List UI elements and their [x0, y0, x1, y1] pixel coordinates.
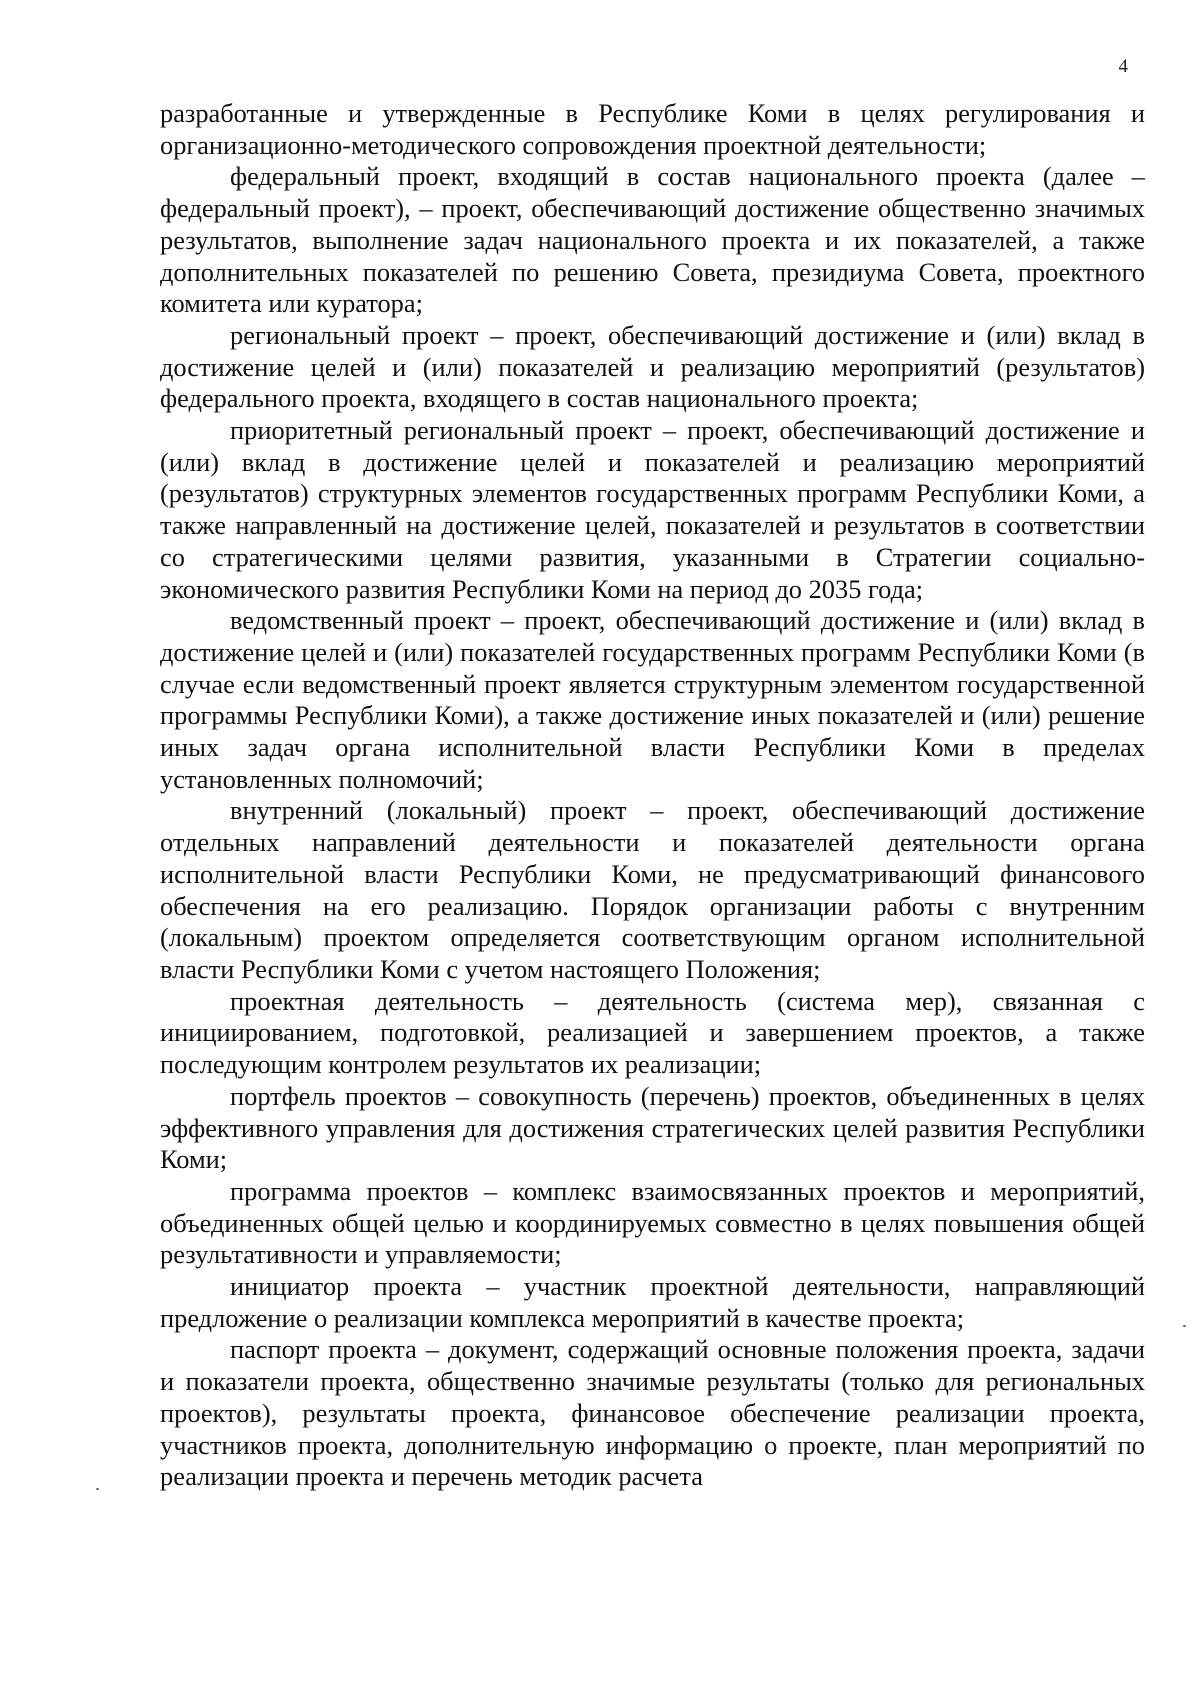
paragraph-internal-project: внутренний (локальный) проект – проект, обеспечивающий достижение отдельных направлений деятельности и показателей деятельности органа исполнительной власти Республики Коми, не предусматривающий финансового обеспечения на его реализацию. Порядок организации работы с внутренним (локальным) проектом определяется соответствующим органом исполнительной власти Республики Коми с учетом настоящего Положения; [160, 795, 1145, 984]
paragraph-continuation: разработанные и утвержденные в Республике Коми в целях регулирования и организационно-методического сопровождения проектной деятельности; [160, 98, 1145, 160]
paragraph-regional-project: региональный проект – проект, обеспечивающий достижение и (или) вклад в достижение целей и (или) показателей и реализацию мероприятий (результатов) федерального проекта, входящего в состав национального проекта; [160, 319, 1145, 414]
document-body [160, 98, 1145, 1493]
paragraph-project-activity: проектная деятельность – деятельность (система мер), связанная с инициированием, подготовкой, реализацией и завершением проектов, а также последующим контролем результатов их реализации; [160, 985, 1145, 1080]
paragraph-priority-regional-project: приоритетный региональный проект – проект, обеспечивающий достижение и (или) вклад в достижение целей и показателей и реализацию мероприятий (результатов) структурных элементов государственных программ Республики Коми, а также направленный на достижение целей, показателей и результатов в соответствии со стратегическими целями развития, указанными в Стратегии социально-экономического развития Республики Коми на период до 2035 года; [160, 415, 1145, 604]
paragraph-project-initiator: инициатор проекта – участник проектной деятельности, направляющий предложение о реализации комплекса мероприятий в качестве проекта; [160, 1271, 1145, 1333]
scan-speck [96, 1488, 99, 1490]
paragraph-departmental-project: ведомственный проект – проект, обеспечивающий достижение и (или) вклад в достижение целей и (или) показателей государственных программ Республики Коми (в случае если ведомственный проект является структурным элементом государственной программы Республики Коми), а также достижение иных показателей и (или) решение иных задач органа исполнительной власти Республики Коми в пределах установленных полномочий; [160, 605, 1145, 794]
paragraph-project-portfolio: портфель проектов – совокупность (перечень) проектов, объединенных в целях эффективного управления для достижения стратегических целей развития Республики Коми; [160, 1080, 1145, 1175]
paragraph-project-passport: паспорт проекта – документ, содержащий основные положения проекта, задачи и показатели проекта, общественно значимые результаты (только для региональных проектов), результаты проекта, финансовое обеспечение реализации проекта, участников проекта, дополнительную информацию о проекте, план мероприятий по реализации проекта и перечень методик расчета [160, 1334, 1145, 1492]
paragraph-federal-project: федеральный проект, входящий в состав национального проекта (далее – федеральный проект), – проект, обеспечивающий достижение общественно значимых результатов, выполнение задач национального проекта и их показателей, а также дополнительных показателей по решению Совета, президиума Совета, проектного комитета или куратора; [160, 161, 1145, 319]
page-number: 4 [1118, 56, 1128, 77]
scan-speck [1183, 1325, 1186, 1327]
paragraph-project-program: программа проектов – комплекс взаимосвязанных проектов и мероприятий, объединенных общей целью и координируемых совместно в целях повышения общей результативности и управляемости; [160, 1175, 1145, 1270]
